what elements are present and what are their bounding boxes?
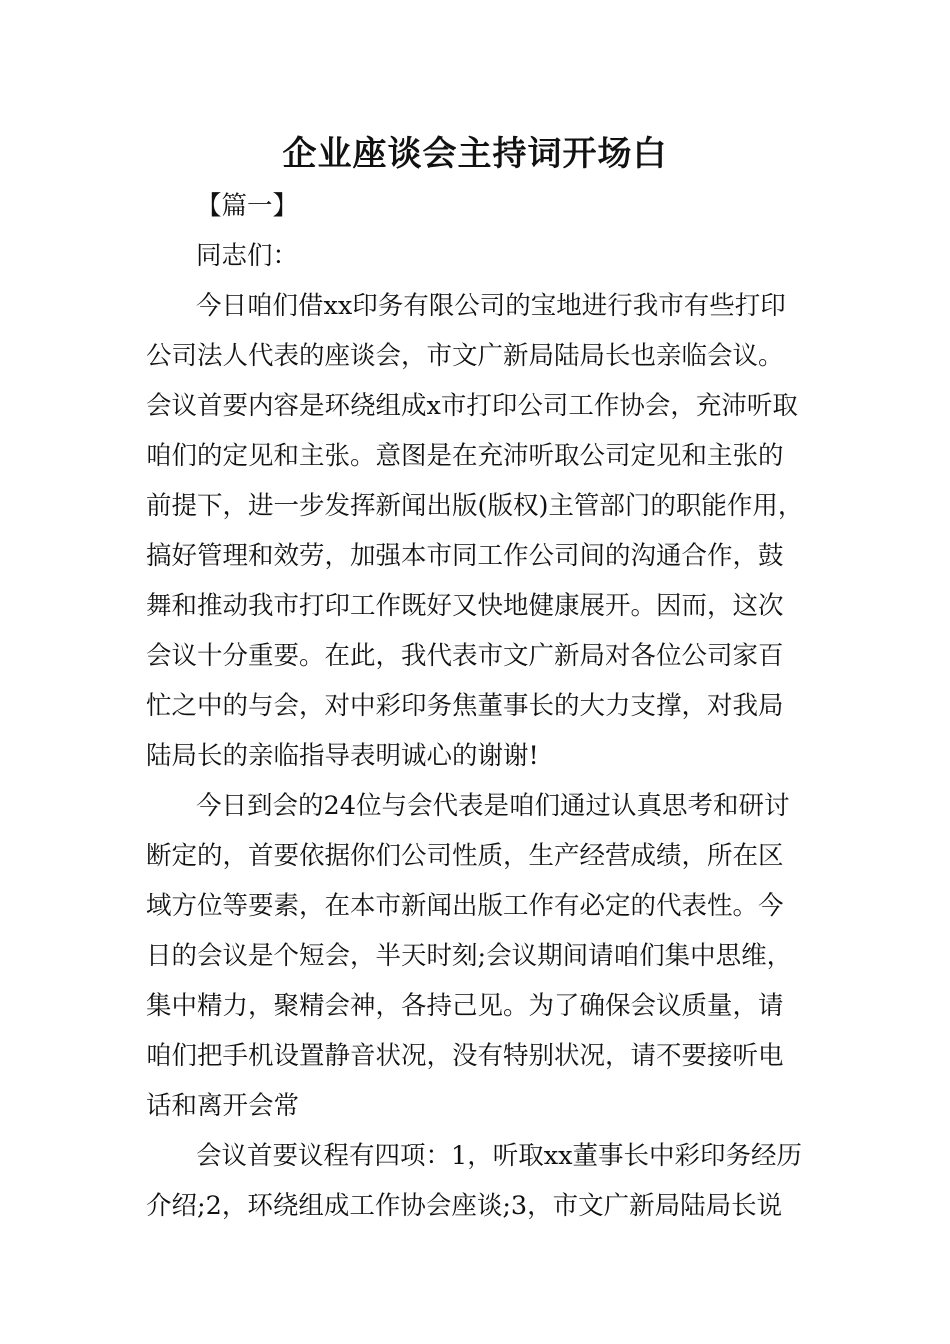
paragraph-line: 咱们的定见和主张。意图是在充沛听取公司定见和主张的: [146, 441, 784, 471]
paragraph-line: 域方位等要素，在本市新闻出版工作有必定的代表性。今: [146, 891, 784, 921]
paragraph-line: 忙之中的与会，对中彩印务焦董事长的大力支撑，对我局: [146, 691, 784, 721]
paragraph-line: 会议首要内容是环绕组成x市打印公司工作协会，充沛听取: [146, 391, 798, 421]
paragraph-line: 咱们把手机设置静音状况，没有特别状况，请不要接听电: [146, 1041, 784, 1071]
salutation-line: 同志们：: [196, 241, 299, 271]
paragraph-line: 舞和推动我市打印工作既好又快地健康展开。因而，这次: [146, 591, 784, 621]
paragraph-line: 集中精力，聚精会神，各持己见。为了确保会议质量，请: [146, 991, 784, 1021]
paragraph-line: 前提下，进一步发挥新闻出版(版权)主管部门的职能作用，: [146, 491, 804, 521]
paragraph-line: 话和离开会常: [146, 1091, 300, 1121]
paragraph-line: 断定的，首要依据你们公司性质，生产经营成绩，所在区: [146, 841, 784, 871]
paragraph-line: 今日到会的24位与会代表是咱们通过认真思考和研讨: [196, 791, 790, 821]
paragraph-line: 会议首要议程有四项：1，听取xx董事长中彩印务经历: [196, 1141, 802, 1171]
paragraph-line: 公司法人代表的座谈会，市文广新局陆局长也亲临会议。: [146, 341, 784, 371]
paragraph-line: 搞好管理和效劳，加强本市同工作公司间的沟通合作，鼓: [146, 541, 784, 571]
section-label: 【篇一】: [196, 191, 299, 221]
paragraph-line: 陆局长的亲临指导表明诚心的谢谢!: [146, 741, 539, 771]
document-title: 企业座谈会主持词开场白: [282, 134, 668, 174]
paragraph-line: 介绍;2，环绕组成工作协会座谈;3，市文广新局陆局长说: [146, 1191, 783, 1221]
paragraph-line: 日的会议是个短会，半天时刻;会议期间请咱们集中思维，: [146, 941, 793, 971]
paragraph-line: 会议十分重要。在此，我代表市文广新局对各位公司家百: [146, 641, 784, 671]
paragraph-line: 今日咱们借xx印务有限公司的宝地进行我市有些打印: [196, 291, 786, 321]
